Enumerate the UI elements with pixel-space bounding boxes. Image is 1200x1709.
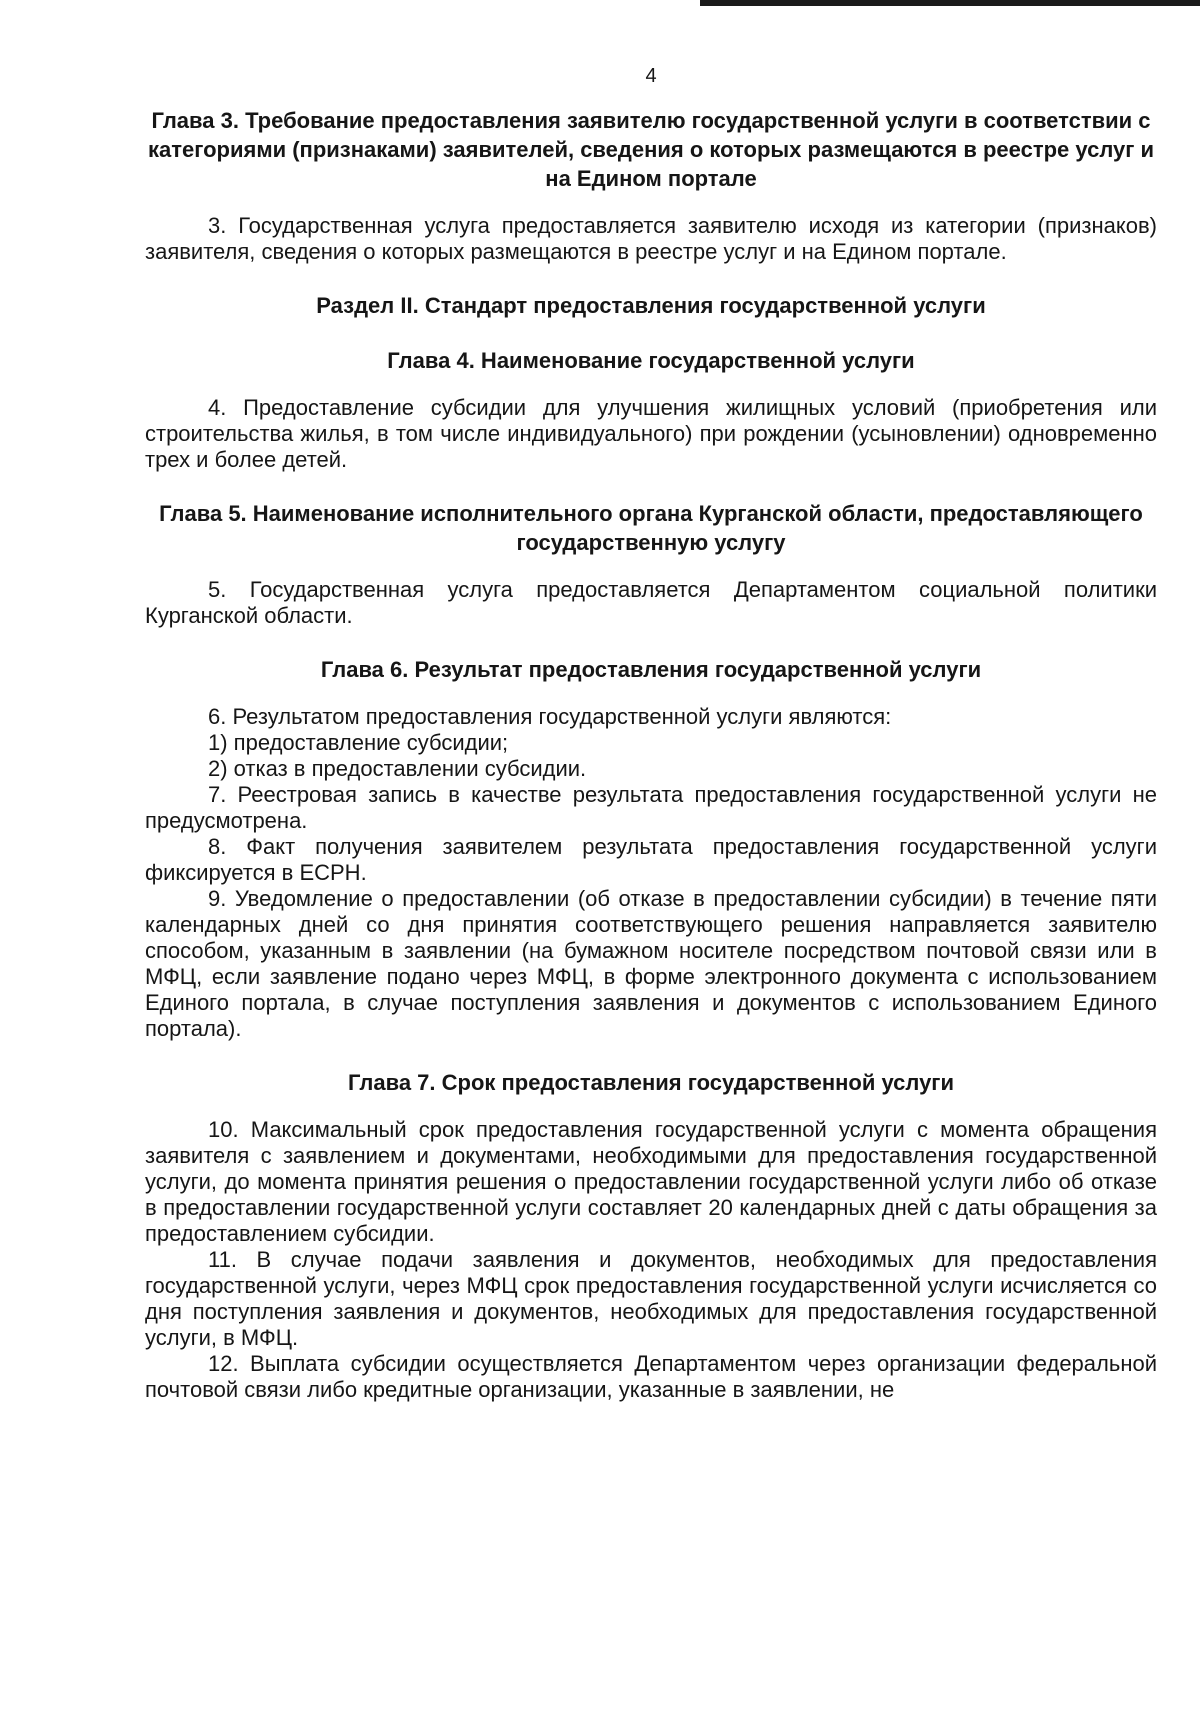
document-page: [145, 62, 1157, 1403]
section-2-heading: Раздел II. Стандарт предоставления государственной услуги: [316, 293, 986, 318]
paragraph-3: 3. Государственная услуга предоставляется заявителю исходя из категории (признаков) заявителя, сведения о которых размещаются в реестре услуг и на Едином портале.: [145, 213, 1157, 264]
paragraph-6: 6. Результатом предоставления государственной услуги являются:: [208, 704, 892, 729]
chapter-5-heading: Глава 5. Наименование исполнительного органа Курганской области, предоставляющего государственную услугу: [159, 501, 1143, 555]
chapter-6-heading: Глава 6. Результат предоставления государственной услуги: [320, 657, 982, 682]
paragraph-10: 10. Максимальный срок предоставления государственной услуги с момента обращения заявителя с заявлением и документами, необходимыми для предоставления государственной услуги, до момента принятия решения о предоставлении государственной услуги либо об отказе в предоставлении государственной услуги составляет 20 календарных дней с даты обращения за предоставлением субсидии.: [145, 1117, 1157, 1246]
paragraph-4: 4. Предоставление субсидии для улучшения жилищных условий (приобретения или строительства жилья, в том числе индивидуального) при рождении (усыновлении) одновременно трех и более детей.: [145, 395, 1157, 472]
scan-edge-mark: [700, 0, 1200, 6]
paragraph-8: 8. Факт получения заявителем результата предоставления государственной услуги фиксируется в ЕСРН.: [145, 834, 1157, 885]
paragraph-7: 7. Реестровая запись в качестве результата предоставления государственной услуги не предусмотрена.: [145, 782, 1157, 833]
paragraph-9: 9. Уведомление о предоставлении (об отказе в предоставлении субсидии) в течение пяти календарных дней со дня принятия соответствующего решения направляется заявителю способом, указанным в заявлении (на бумажном носителе посредством почтовой связи или в МФЦ, если заявление подано через МФЦ, в форме электронного документа с использованием Единого портала, в случае поступления заявления и документов с использованием Единого портала).: [145, 886, 1157, 1041]
chapter-7-heading: Глава 7. Срок предоставления государственной услуги: [348, 1070, 954, 1095]
paragraph-12: 12. Выплата субсидии осуществляется Департаментом через организации федеральной почтовой связи либо кредитные организации, указанные в заявлении, не: [145, 1351, 1157, 1402]
paragraph-11: 11. В случае подачи заявления и документов, необходимых для предоставления государственной услуги, через МФЦ срок предоставления государственной услуги исчисляется со дня поступления заявления и документов, необходимых для предоставления государственной услуги, в МФЦ.: [145, 1247, 1157, 1350]
chapter-4-heading: Глава 4. Наименование государственной услуги: [387, 348, 915, 373]
paragraph-6-item-2: 2) отказ в предоставлении субсидии.: [208, 756, 587, 781]
paragraph-6-item-1: 1) предоставление субсидии;: [208, 730, 509, 755]
chapter-3-heading: Глава 3. Требование предоставления заявителю государственной услуги в соответствии с категориями (признаками) заявителей, сведения о которых размещаются в реестре услуг и на Едином портале: [147, 108, 1155, 191]
paragraph-5: 5. Государственная услуга предоставляется Департаментом социальной политики Курганской области.: [145, 577, 1157, 628]
page-number: 4: [645, 65, 657, 87]
